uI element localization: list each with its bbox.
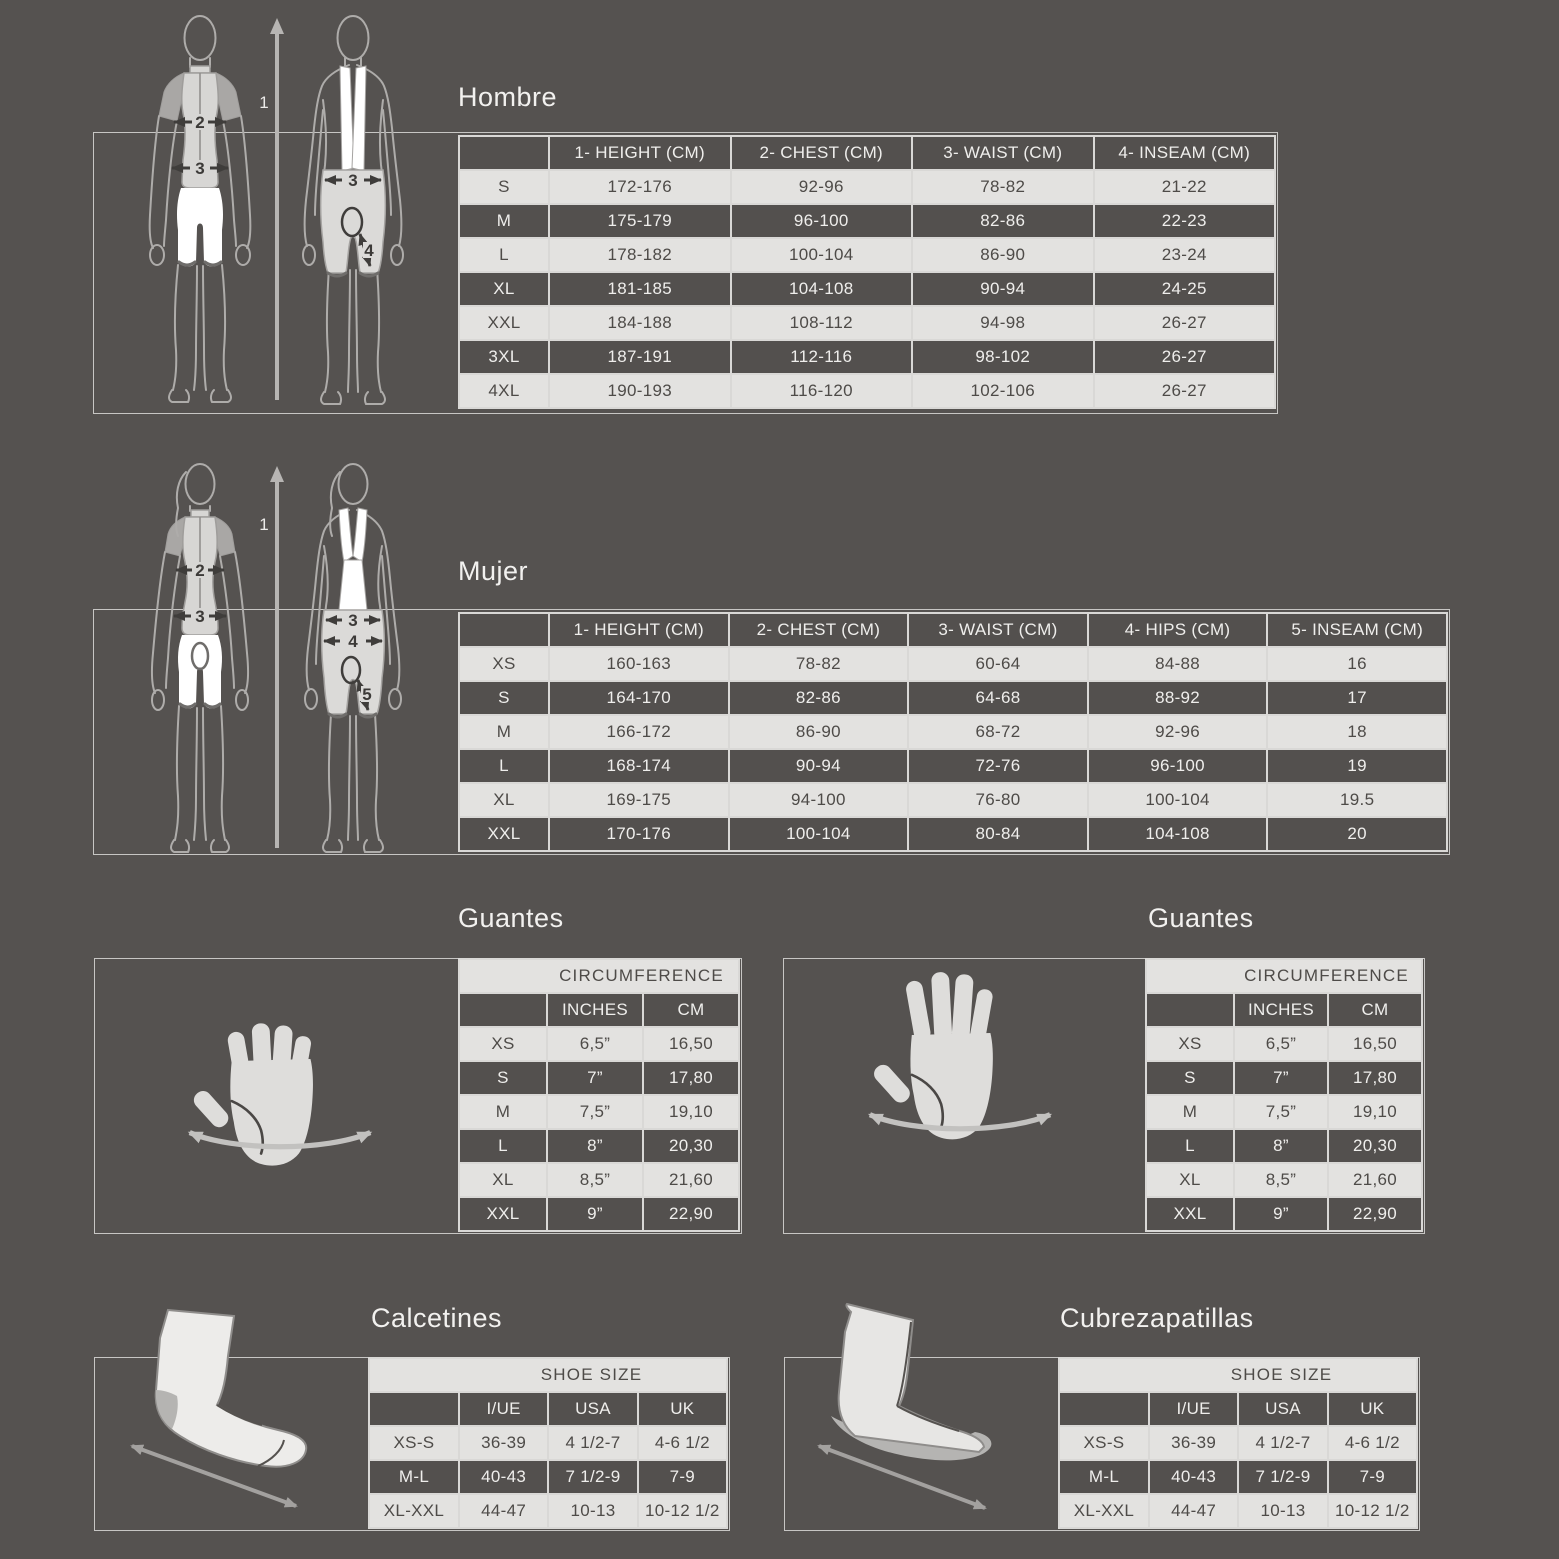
size-value: 8,5” (1234, 1163, 1328, 1197)
table-group-row (369, 1358, 727, 1392)
size-value: 19,10 (643, 1095, 739, 1129)
size-value: 7,5” (1234, 1095, 1328, 1129)
size-value: 102-106 (912, 374, 1094, 408)
size-value: 96-100 (731, 204, 913, 238)
size-label: M (459, 715, 549, 749)
size-value: 82-86 (912, 204, 1094, 238)
size-value: 4-6 1/2 (1328, 1426, 1417, 1460)
size-label: M-L (369, 1460, 459, 1494)
hombre-size-table (458, 135, 1276, 409)
size-value: 8” (1234, 1129, 1328, 1163)
shoe-covers-size-table (1058, 1357, 1418, 1529)
size-label: S (459, 681, 549, 715)
table-row (459, 1129, 739, 1163)
size-value: 184-188 (549, 306, 731, 340)
column-header: I/UE (1149, 1392, 1238, 1426)
size-value: 168-174 (549, 749, 729, 783)
size-value: 6,5” (547, 1027, 643, 1061)
women-inseam-label: 5 (362, 685, 372, 704)
table-body (1059, 1426, 1417, 1528)
column-header: CM (1328, 993, 1422, 1027)
corner-cell (459, 613, 549, 647)
size-value: 17,80 (643, 1061, 739, 1095)
corner-cell (459, 993, 547, 1027)
size-value: 20,30 (643, 1129, 739, 1163)
sock-icon (110, 1298, 350, 1523)
fingerless-glove-icon (175, 1000, 385, 1200)
corner-cell (459, 136, 549, 170)
size-value: 4-6 1/2 (638, 1426, 727, 1460)
size-label: XS (1146, 1027, 1234, 1061)
size-value: 72-76 (908, 749, 1088, 783)
shoe-cover-icon (795, 1298, 1035, 1523)
size-value: 19 (1267, 749, 1447, 783)
men-back-figure (303, 16, 403, 404)
socks-size-table (368, 1357, 728, 1529)
size-value: 40-43 (1149, 1460, 1238, 1494)
size-value: 9” (547, 1197, 643, 1231)
men-front-figure (150, 16, 251, 402)
size-label: XS (459, 1027, 547, 1061)
column-header-row (459, 993, 739, 1027)
size-label: S (459, 1061, 547, 1095)
size-value: 17 (1267, 681, 1447, 715)
size-value: 104-108 (1088, 817, 1268, 851)
women-waist-back-label: 3 (348, 611, 358, 630)
size-value: 68-72 (908, 715, 1088, 749)
women-waist-front-label: 3 (195, 607, 205, 626)
size-value: 172-176 (549, 170, 731, 204)
gloves-right-size-table (1145, 958, 1423, 1232)
table-row (459, 1163, 739, 1197)
size-value: 92-96 (731, 170, 913, 204)
group-header: SHOE SIZE (1059, 1358, 1417, 1392)
size-value: 76-80 (908, 783, 1088, 817)
table-row (459, 1061, 739, 1095)
size-value: 26-27 (1094, 374, 1276, 408)
group-header: SHOE SIZE (369, 1358, 727, 1392)
column-header-row (1059, 1392, 1417, 1426)
size-label: XS (459, 647, 549, 681)
size-value: 26-27 (1094, 340, 1276, 374)
size-value: 100-104 (731, 238, 913, 272)
size-value: 16,50 (643, 1027, 739, 1061)
size-value: 4 1/2-7 (1238, 1426, 1327, 1460)
column-header: CM (643, 993, 739, 1027)
column-header: USA (1238, 1392, 1327, 1426)
size-value: 7-9 (1328, 1460, 1417, 1494)
women-front-figure (152, 464, 248, 852)
table-row (459, 306, 1275, 340)
table-row (369, 1460, 727, 1494)
column-header-row (459, 136, 1275, 170)
size-value: 108-112 (731, 306, 913, 340)
table-row (1146, 1061, 1422, 1095)
table-row (369, 1426, 727, 1460)
women-height-arrow (259, 466, 284, 848)
size-label: S (1146, 1061, 1234, 1095)
size-label: XL (459, 272, 549, 306)
size-value: 19,10 (1328, 1095, 1422, 1129)
size-value: 90-94 (912, 272, 1094, 306)
size-label: XS-S (369, 1426, 459, 1460)
table-row (1059, 1494, 1417, 1528)
table-row (459, 1095, 739, 1129)
size-value: 181-185 (549, 272, 731, 306)
size-value: 7” (1234, 1061, 1328, 1095)
table-row (459, 374, 1275, 408)
mujer-size-table (458, 612, 1448, 852)
size-value: 164-170 (549, 681, 729, 715)
size-value: 175-179 (549, 204, 731, 238)
size-value: 26-27 (1094, 306, 1276, 340)
table-row (1059, 1426, 1417, 1460)
table-row (1146, 1027, 1422, 1061)
size-value: 7 1/2-9 (548, 1460, 637, 1494)
table-row (369, 1494, 727, 1528)
column-header: 2- CHEST (CM) (729, 613, 909, 647)
size-value: 40-43 (459, 1460, 548, 1494)
size-value: 10-12 1/2 (638, 1494, 727, 1528)
size-value: 44-47 (1149, 1494, 1238, 1528)
column-header: 3- WAIST (CM) (908, 613, 1088, 647)
table-row (1146, 1163, 1422, 1197)
size-value: 21-22 (1094, 170, 1276, 204)
section-title-mujer: Mujer (458, 556, 529, 586)
size-label: 3XL (459, 340, 549, 374)
size-value: 96-100 (1088, 749, 1268, 783)
size-label: M (1146, 1095, 1234, 1129)
group-header: CIRCUMFERENCE (459, 959, 739, 993)
men-inseam-label: 4 (364, 241, 374, 260)
column-header: 1- HEIGHT (CM) (549, 613, 729, 647)
size-value: 7,5” (547, 1095, 643, 1129)
size-value: 166-172 (549, 715, 729, 749)
table-row (459, 1027, 739, 1061)
column-header: 4- HIPS (CM) (1088, 613, 1268, 647)
size-value: 7-9 (638, 1460, 727, 1494)
size-value: 86-90 (912, 238, 1094, 272)
size-value: 98-102 (912, 340, 1094, 374)
column-header: 1- HEIGHT (CM) (549, 136, 731, 170)
size-label: L (459, 238, 549, 272)
section-title-cubrezapatillas: Cubrezapatillas (1060, 1303, 1254, 1333)
size-value: 104-108 (731, 272, 913, 306)
size-label: M-L (1059, 1460, 1149, 1494)
size-value: 16,50 (1328, 1027, 1422, 1061)
size-label: L (459, 749, 549, 783)
size-label: XXL (459, 1197, 547, 1231)
table-body (1146, 1027, 1422, 1231)
column-header: 4- INSEAM (CM) (1094, 136, 1276, 170)
size-value: 16 (1267, 647, 1447, 681)
size-value: 22,90 (643, 1197, 739, 1231)
size-value: 7” (547, 1061, 643, 1095)
size-label: L (1146, 1129, 1234, 1163)
size-value: 78-82 (729, 647, 909, 681)
size-value: 4 1/2-7 (548, 1426, 637, 1460)
group-header: CIRCUMFERENCE (1146, 959, 1422, 993)
column-header: 5- INSEAM (CM) (1267, 613, 1447, 647)
section-title-calcetines: Calcetines (371, 1303, 503, 1333)
women-chest-label: 2 (195, 561, 205, 580)
size-label: XL (1146, 1163, 1234, 1197)
size-value: 36-39 (459, 1426, 548, 1460)
table-body (459, 647, 1447, 851)
corner-cell (1146, 993, 1234, 1027)
men-body-diagram (120, 10, 440, 408)
size-value: 10-12 1/2 (1328, 1494, 1417, 1528)
size-value: 190-193 (549, 374, 731, 408)
table-group-row (459, 959, 739, 993)
column-header: I/UE (459, 1392, 548, 1426)
size-label: XXL (459, 306, 549, 340)
size-value: 78-82 (912, 170, 1094, 204)
table-group-row (1146, 959, 1422, 993)
size-value: 178-182 (549, 238, 731, 272)
size-value: 112-116 (731, 340, 913, 374)
table-row (459, 340, 1275, 374)
size-value: 94-98 (912, 306, 1094, 340)
size-value: 23-24 (1094, 238, 1276, 272)
table-row (459, 749, 1447, 783)
column-header: 2- CHEST (CM) (731, 136, 913, 170)
men-waist-front-label: 3 (195, 159, 205, 178)
size-value: 6,5” (1234, 1027, 1328, 1061)
table-group-row (1059, 1358, 1417, 1392)
size-value: 7 1/2-9 (1238, 1460, 1327, 1494)
size-value: 8,5” (547, 1163, 643, 1197)
size-value: 187-191 (549, 340, 731, 374)
size-label: XL (459, 1163, 547, 1197)
column-header: INCHES (547, 993, 643, 1027)
size-label: XS-S (1059, 1426, 1149, 1460)
size-value: 64-68 (908, 681, 1088, 715)
table-body (369, 1426, 727, 1528)
women-height-label: 1 (259, 515, 269, 534)
size-value: 20 (1267, 817, 1447, 851)
corner-cell (1059, 1392, 1149, 1426)
column-header-row (369, 1392, 727, 1426)
section-title-guantes-right: Guantes (1148, 903, 1254, 933)
size-value: 169-175 (549, 783, 729, 817)
size-value: 94-100 (729, 783, 909, 817)
column-header: 3- WAIST (CM) (912, 136, 1094, 170)
size-value: 92-96 (1088, 715, 1268, 749)
size-label: XXL (459, 817, 549, 851)
men-waist-back-label: 3 (348, 171, 358, 190)
table-row (1146, 1197, 1422, 1231)
table-row (1146, 1095, 1422, 1129)
size-value: 100-104 (729, 817, 909, 851)
size-value: 9” (1234, 1197, 1328, 1231)
table-row (459, 1197, 739, 1231)
table-row (459, 204, 1275, 238)
table-row (459, 170, 1275, 204)
size-value: 60-64 (908, 647, 1088, 681)
size-value: 21,60 (643, 1163, 739, 1197)
size-label: 4XL (459, 374, 549, 408)
table-row (459, 681, 1447, 715)
table-body (459, 170, 1275, 408)
table-body (459, 1027, 739, 1231)
size-label: L (459, 1129, 547, 1163)
size-value: 84-88 (1088, 647, 1268, 681)
size-label: S (459, 170, 549, 204)
corner-cell (369, 1392, 459, 1426)
size-label: XL-XXL (1059, 1494, 1149, 1528)
women-back-figure (305, 464, 401, 852)
size-value: 90-94 (729, 749, 909, 783)
column-header: UK (638, 1392, 727, 1426)
table-row (1059, 1460, 1417, 1494)
size-value: 116-120 (731, 374, 913, 408)
size-label: XL (459, 783, 549, 817)
size-value: 22,90 (1328, 1197, 1422, 1231)
size-label: XXL (1146, 1197, 1234, 1231)
size-value: 170-176 (549, 817, 729, 851)
size-value: 80-84 (908, 817, 1088, 851)
men-height-label: 1 (259, 93, 269, 112)
section-title-hombre: Hombre (458, 82, 558, 112)
column-header: USA (548, 1392, 637, 1426)
size-label: XL-XXL (369, 1494, 459, 1528)
men-chest-label: 2 (195, 113, 205, 132)
section-title-guantes-left: Guantes (458, 903, 564, 933)
gloves-left-size-table (458, 958, 740, 1232)
column-header: UK (1328, 1392, 1417, 1426)
table-row (459, 783, 1447, 817)
size-value: 24-25 (1094, 272, 1276, 306)
women-hips-label: 4 (348, 632, 358, 651)
table-row (1146, 1129, 1422, 1163)
size-value: 36-39 (1149, 1426, 1238, 1460)
size-value: 10-13 (548, 1494, 637, 1528)
size-label: M (459, 204, 549, 238)
column-header: INCHES (1234, 993, 1328, 1027)
size-value: 88-92 (1088, 681, 1268, 715)
column-header-row (1146, 993, 1422, 1027)
column-header-row (459, 613, 1447, 647)
men-height-arrow (259, 18, 284, 400)
size-value: 100-104 (1088, 783, 1268, 817)
size-value: 82-86 (729, 681, 909, 715)
size-value: 19.5 (1267, 783, 1447, 817)
table-row (459, 647, 1447, 681)
table-row (459, 817, 1447, 851)
size-value: 44-47 (459, 1494, 548, 1528)
size-value: 22-23 (1094, 204, 1276, 238)
full-finger-glove-icon (855, 968, 1065, 1188)
size-value: 86-90 (729, 715, 909, 749)
size-value: 160-163 (549, 647, 729, 681)
size-value: 10-13 (1238, 1494, 1327, 1528)
size-label: M (459, 1095, 547, 1129)
size-value: 18 (1267, 715, 1447, 749)
size-value: 17,80 (1328, 1061, 1422, 1095)
size-value: 8” (547, 1129, 643, 1163)
size-value: 21,60 (1328, 1163, 1422, 1197)
table-row (459, 272, 1275, 306)
table-row (459, 715, 1447, 749)
size-value: 20,30 (1328, 1129, 1422, 1163)
table-row (459, 238, 1275, 272)
women-body-diagram (120, 458, 440, 856)
